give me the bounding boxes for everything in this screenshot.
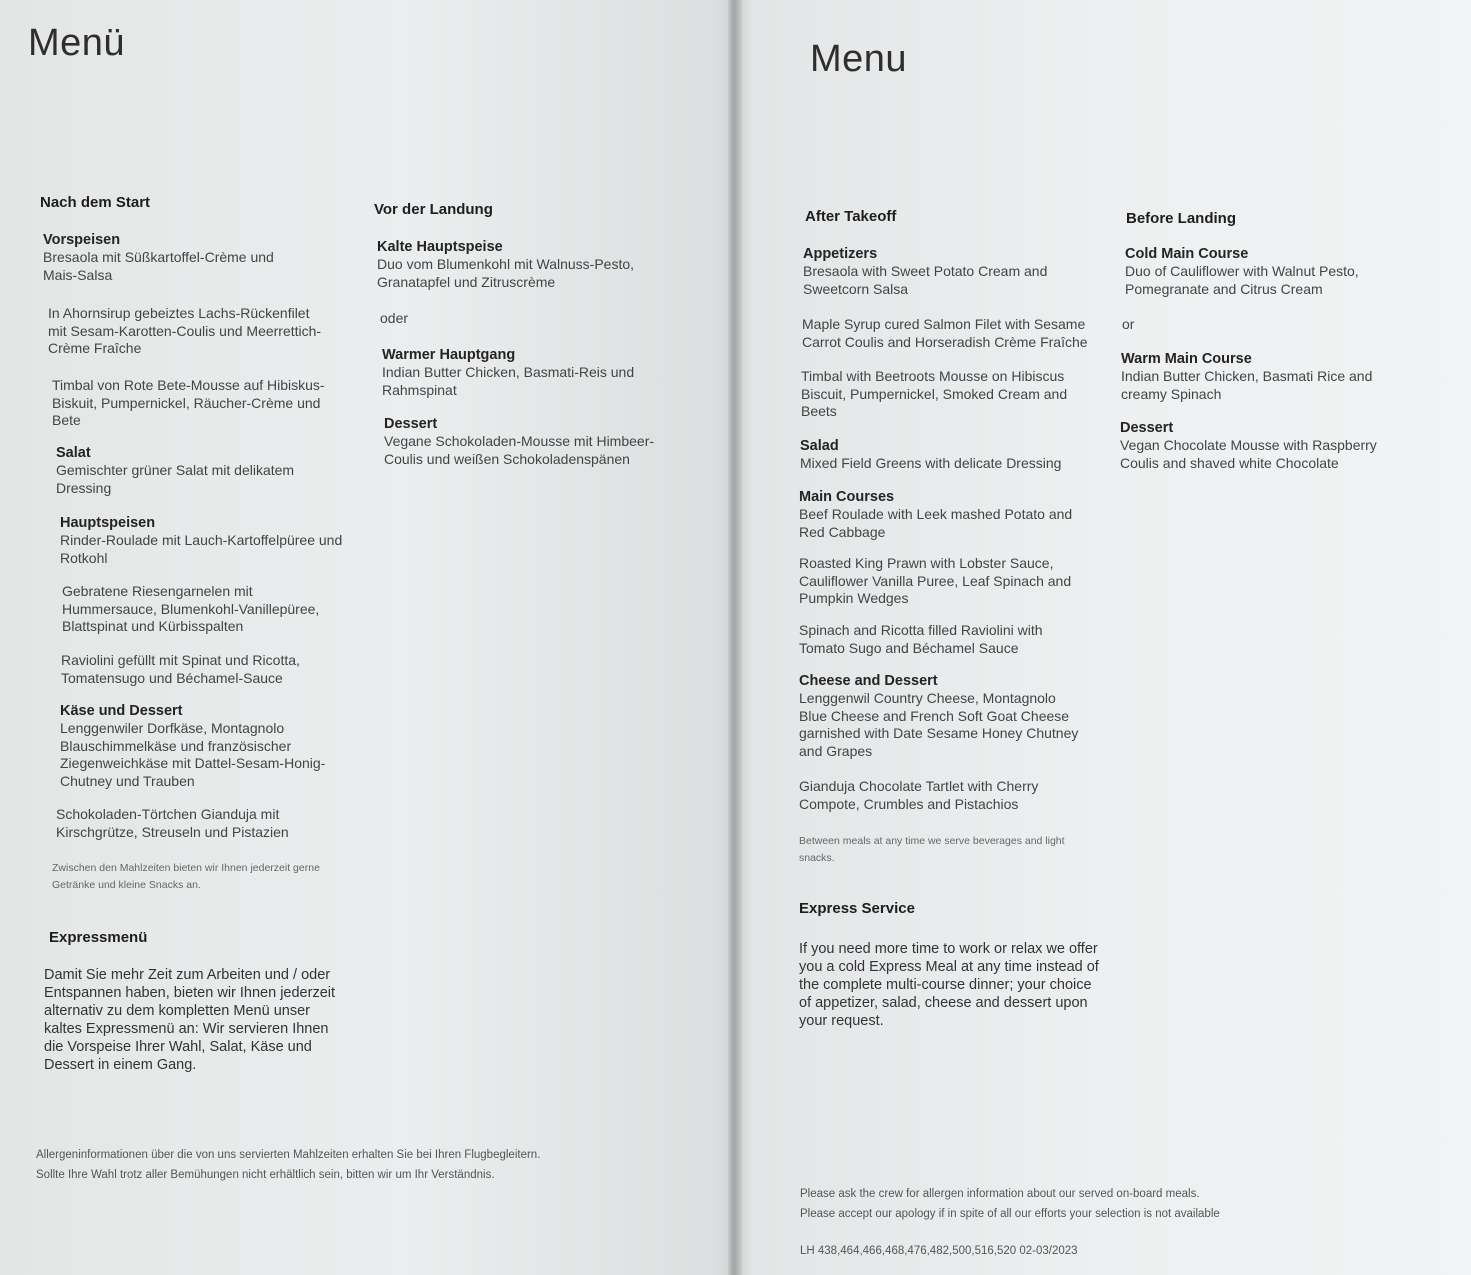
dish-text: Vegan Chocolate Mousse with Raspberry Coulis and shaved white Chocolate (1120, 437, 1377, 471)
dish-text: Timbal with Beetroots Mousse on Hibiscus Biscuit, Pumpernickel, Smoked Cream and Beets (801, 368, 1068, 419)
dish-text: Bresaola with Sweet Potato Cream and Sweetcorn Salsa (803, 263, 1048, 297)
course-warm-main (1121, 350, 1372, 403)
page-title: Menu (810, 38, 908, 80)
dish-text: Schokoladen-Törtchen Gianduja mit Kirschgrütze, Streuseln und Pistazien (56, 806, 289, 840)
page-title: Menü (28, 22, 126, 64)
section-heading-after-takeoff: Nach dem Start (40, 194, 151, 211)
allergen-footer: Allergeninformationen über die von uns servierten Mahlzeiten erhalten Sie bei Ihren Flugbegleitern. Sollte Ihre Wahl trotz aller Bemühungen nicht erhältlich sein, bitten wir um Ihr Verständnis. (36, 1149, 541, 1181)
flight-info: LH 438,464,466,468,476,482,500,516,520 02-03/2023 (800, 1245, 1078, 1257)
dish-text: Indian Butter Chicken, Basmati Rice and creamy Spinach (1121, 368, 1373, 402)
or-separator: or (1122, 316, 1135, 332)
course-main (799, 488, 1072, 541)
dish-text: Duo vom Blumenkohl mit Walnuss-Pesto, Granatapfel und Zitruscrème (377, 256, 635, 290)
course-cheese-dessert (799, 672, 1078, 760)
course-label: Hauptspeisen (60, 515, 156, 531)
dish-text: Maple Syrup cured Salmon Filet with Sesame Carrot Coulis and Horseradish Crème Fraîche (802, 316, 1088, 350)
dish-text: Gebratene Riesengarnelen mit Hummersauce, Blumenkohl-Vanillepüree, Blattspinat und Kürbisspalten (62, 583, 320, 634)
section-heading-before-landing: Vor der Landung (374, 201, 493, 218)
course-label: Appetizers (803, 246, 878, 262)
course-salat (56, 444, 294, 497)
dish-text: Gemischter grüner Salat mit delikatem Dressing (56, 462, 295, 496)
dish-text: Duo of Cauliflower with Walnut Pesto, Pomegranate and Citrus Cream (1125, 263, 1359, 297)
course-vorspeisen (43, 231, 274, 284)
course-label: Salad (800, 438, 839, 454)
dish-text: Timbal von Rote Bete-Mousse auf Hibiskus- Biskuit, Pumpernickel, Räucher-Crème und Bete (52, 377, 325, 428)
express-text: Damit Sie mehr Zeit zum Arbeiten und / oder Entspannen haben, bieten wir Ihnen jederzeit alternativ zu dem kompletten Menü unser kaltes Expressmenü an: Wir servieren Ihnen die Vorspeise Ihrer Wahl, Salat, Käse und Dessert in einem Gang. (44, 967, 336, 1073)
course-warmer-hauptgang (382, 346, 634, 399)
express-text: If you need more time to work or relax we offer you a cold Express Meal at any time instead of the complete multi-course dinner; your choice of appetizer, salad, cheese and dessert upon your request. (799, 941, 1099, 1029)
dish-text: Lenggenwiler Dorfkäse, Montagnolo Blauschimmelkäse und französischer Ziegenweichkäse mit Dattel-Sesam-Honig- Chutney und Trauben (60, 720, 326, 789)
section-heading-after-takeoff: After Takeoff (805, 208, 897, 225)
course-label: Vorspeisen (43, 232, 121, 248)
course-label: Warmer Hauptgang (382, 347, 516, 363)
course-cold-main (1125, 245, 1359, 298)
section-heading-express: Expressmenü (49, 929, 148, 946)
menu-page-english (731, 0, 1471, 1275)
course-label: Dessert (384, 416, 438, 432)
course-label: Cheese and Dessert (799, 673, 938, 689)
section-heading-express: Express Service (799, 900, 915, 917)
allergen-footer: Please ask the crew for allergen information about our served on-board meals. Please accept our apology if in spite of all our efforts your selection is not available (800, 1188, 1220, 1220)
dish-text: Lenggenwil Country Cheese, Montagnolo Blue Cheese and French Soft Goat Cheese garnished with Date Sesame Honey Chutney and Grapes (799, 690, 1079, 759)
dish-text: Raviolini gefüllt mit Spinat und Ricotta, Tomatensugo und Béchamel-Sauce (61, 652, 300, 686)
course-appetizers (803, 245, 1047, 298)
course-kaese-dessert (60, 702, 325, 790)
course-hauptspeisen (60, 514, 342, 567)
dish-text: Roasted King Prawn with Lobster Sauce, Cauliflower Vanilla Puree, Leaf Spinach and Pumpkin Wedges (799, 555, 1072, 606)
dish-text: Rinder-Roulade mit Lauch-Kartoffelpüree und Rotkohl (60, 532, 343, 566)
course-label: Cold Main Course (1125, 246, 1249, 262)
course-dessert (1120, 419, 1377, 472)
course-label: Käse und Dessert (60, 703, 183, 719)
book-spine (728, 0, 742, 1275)
course-label: Warm Main Course (1121, 351, 1252, 367)
course-salad (800, 437, 1061, 473)
dish-text: Spinach and Ricotta filled Raviolini with Tomato Sugo and Béchamel Sauce (799, 622, 1043, 656)
course-kalte-hauptspeise (377, 238, 634, 291)
between-meals-note: Between meals at any time we serve beverages and light snacks. (799, 835, 1065, 864)
course-label: Dessert (1120, 420, 1174, 436)
course-label: Kalte Hauptspeise (377, 239, 503, 255)
dish-text: Vegane Schokoladen-Mousse mit Himbeer- Coulis und weißen Schokoladenspänen (384, 433, 655, 467)
course-label: Salat (56, 445, 91, 461)
dish-text: Mixed Field Greens with delicate Dressing (800, 455, 1062, 471)
dish-text: Gianduja Chocolate Tartlet with Cherry Compote, Crumbles and Pistachios (799, 778, 1039, 812)
dish-text: In Ahornsirup gebeiztes Lachs-Rückenfilet mit Sesam-Karotten-Coulis und Meerrettich- Crème Fraîche (48, 305, 322, 356)
or-separator: oder (380, 310, 409, 326)
dish-text: Bresaola mit Süßkartoffel-Crème und Mais-Salsa (43, 249, 274, 283)
course-dessert (384, 415, 654, 468)
dish-text: Indian Butter Chicken, Basmati-Reis und Rahmspinat (382, 364, 635, 398)
between-meals-note: Zwischen den Mahlzeiten bieten wir Ihnen jederzeit gerne Getränke und kleine Snacks an. (52, 862, 320, 891)
dish-text: Beef Roulade with Leek mashed Potato and Red Cabbage (799, 506, 1073, 540)
section-heading-before-landing: Before Landing (1126, 210, 1237, 227)
course-label: Main Courses (799, 489, 895, 505)
